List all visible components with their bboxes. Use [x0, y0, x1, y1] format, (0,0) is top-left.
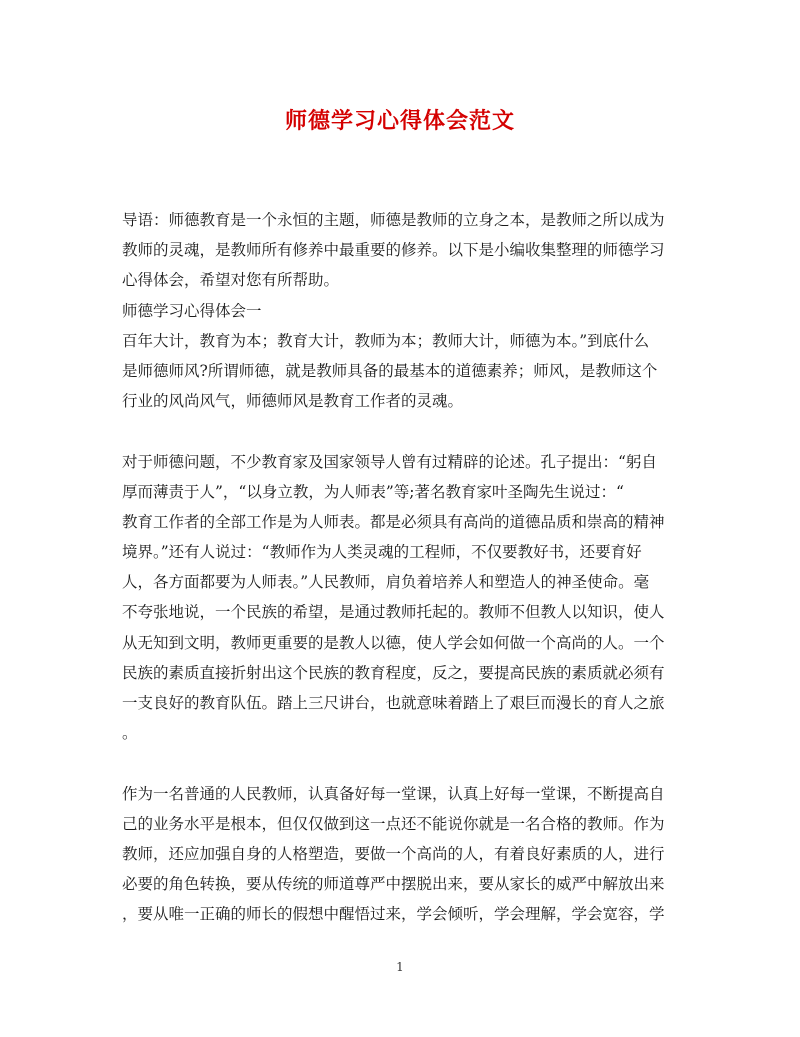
body-line: 境界。”还有人说过：“教师作为人类灵魂的工程师，不仅要教好书，还要育好 — [122, 543, 642, 562]
body-line: 厚而薄责于人”，“以身立教，为人师表”等;著名教育家叶圣陶先生说过：“ — [122, 482, 624, 501]
body-line: 从无知到文明，教师更重要的是教人以德，使人学会如何做一个高尚的人。一个 — [122, 633, 665, 652]
body-line: 是师德师风?所谓师德，就是教师具备的最基本的道德素养；师风，是教师这个 — [122, 361, 658, 380]
page-number: 1 — [396, 960, 404, 974]
body-line: 必要的角色转换，要从传统的师道尊严中摆脱出来，要从家长的威严中解放出来 — [122, 875, 665, 894]
body-line: 作为一名普通的人民教师，认真备好每一堂课，认真上好每一堂课，不断提高自 — [122, 784, 665, 803]
body-line: 己的业务水平是根本，但仅仅做到这一点还不能说你就是一名合格的教师。作为 — [122, 814, 665, 833]
body-line: 教师的灵魂，是教师所有修养中最重要的修养。以下是小编收集整理的师德学习 — [122, 241, 665, 260]
body-line: 民族的素质直接折射出这个民族的教育程度，反之，要提高民族的素质就必须有 — [122, 663, 665, 682]
body-line: 教师，还应加强自身的人格塑造，要做一个高尚的人，有着良好素质的人，进行 — [122, 844, 665, 863]
body-line: 一支良好的教育队伍。踏上三尺讲台，也就意味着踏上了艰巨而漫长的育人之旅 — [122, 694, 665, 712]
body-line: 行业的风尚风气，师德师风是教育工作者的灵魂。 — [122, 392, 464, 411]
body-line: ，要从唯一正确的师长的假想中醒悟过来，学会倾听，学会理解，学会宽容，学 — [122, 905, 665, 924]
body-line: 对于师德问题，不少教育家及国家领导人曾有过精辟的论述。孔子提出：“躬自 — [122, 452, 657, 471]
body-line: 。 — [122, 724, 138, 743]
paragraph-gap — [122, 748, 682, 778]
body-line: 不夸张地说，一个民族的希望，是通过教师托起的。教师不但教人以知识，使人 — [122, 603, 665, 622]
body-line: 百年大计，教育为本；教育大计，教师为本；教师大计，师德为本。”到底什么 — [122, 331, 650, 350]
body-line: 导语：师德教育是一个永恒的主题，师德是教师的立身之本，是教师之所以成为 — [122, 211, 665, 229]
body-line: 人，各方面都要为人师表。”人民教师，肩负着培养人和塑造人的神圣使命。毫 — [122, 573, 650, 592]
body-line: 教育工作者的全部工作是为人师表。都是必须具有高尚的道德品质和崇高的精神 — [122, 512, 665, 531]
body-line: 心得体会，希望对您有所帮助。 — [122, 271, 340, 290]
document-body — [122, 205, 682, 930]
paragraph-gap — [122, 416, 682, 446]
document-title: 师德学习心得体会范文 — [284, 108, 515, 134]
section-heading: 师德学习心得体会一 — [122, 301, 262, 320]
